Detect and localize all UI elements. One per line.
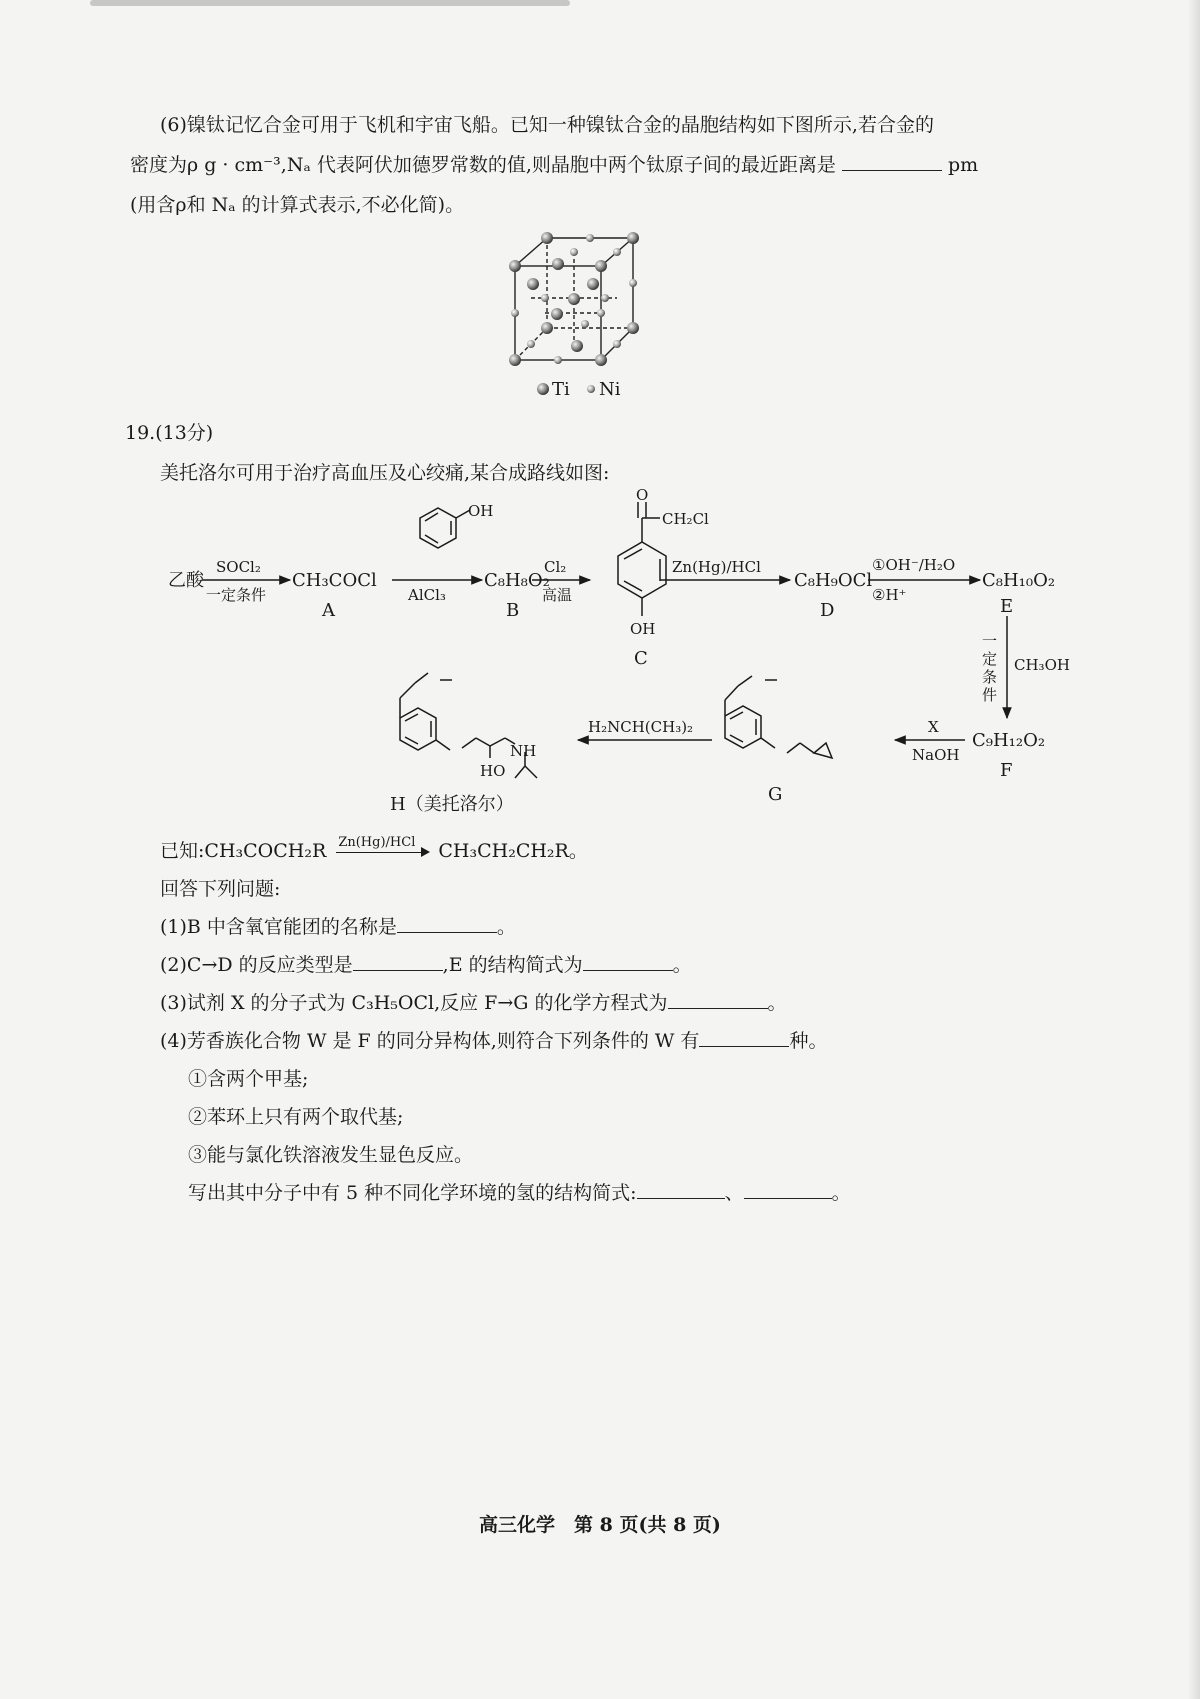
svg-text:定: 定: [982, 650, 998, 668]
condition-1-text: ①含两个甲基;: [188, 1068, 309, 1090]
question-2: [160, 952, 692, 978]
reagent-alcl3: AlCl₃: [408, 586, 446, 604]
question-3-end: 。: [767, 992, 787, 1014]
reagent-isopropylamine: H₂NCH(CH₃)₂: [588, 718, 694, 736]
answer-blank-q2a[interactable]: [353, 952, 443, 971]
compound-f-label: F: [1000, 760, 1013, 781]
unit-pm: pm: [947, 154, 979, 176]
compound-g-structure: [725, 676, 832, 758]
write-structures-end: 。: [831, 1182, 851, 1204]
reagent-zn-hg-hcl: Zn(Hg)/HCl: [672, 558, 761, 576]
compound-b-label: B: [506, 600, 520, 621]
reagent-naoh: NaOH: [912, 746, 960, 764]
synthesis-scheme: [0, 488, 1200, 818]
phenol-structure: [420, 508, 470, 548]
reagent-x: X: [928, 718, 939, 736]
compound-e-label: E: [1000, 596, 1014, 617]
write-structures: [188, 1180, 851, 1206]
answer-blank-distance[interactable]: [842, 152, 942, 171]
legend-ni-swatch: [587, 385, 595, 393]
compound-c-oh: OH: [630, 620, 656, 638]
question-3: [160, 990, 787, 1016]
condition-1: 一定条件: [206, 586, 267, 604]
reagent-cl2: Cl₂: [544, 558, 567, 576]
q18-part6-line2: [130, 152, 978, 178]
crystal-cell-figure: [505, 228, 665, 408]
known-arrow: [332, 835, 432, 864]
question-3-text: (3)试剂 X 的分子式为 C₃H₅OCl,反应 F→G 的化学方程式为: [160, 992, 668, 1014]
svg-text:条: 条: [982, 668, 998, 686]
q18-part6-line3: (用含ρ和 Nₐ 的计算式表示,不必化简)。: [130, 194, 465, 216]
write-separator: 、: [724, 1182, 744, 1204]
compound-c-carbonyl-o: O: [636, 488, 649, 504]
compound-c-ch2cl: CH₂Cl: [662, 510, 709, 528]
condition-high-temp: 高温: [542, 586, 573, 604]
reagent-oh-water: ①OH⁻/H₂O: [872, 556, 956, 574]
question-1: [160, 914, 516, 940]
legend-ti-label: Ti: [552, 379, 570, 400]
compound-h-label: H（美托洛尔）: [390, 794, 514, 815]
known-reagent: Zn(Hg)/HCl: [338, 835, 416, 850]
page-footer: 高三化学 第 8 页(共 8 页): [479, 1514, 721, 1536]
known-product: CH₃CH₂CH₂R。: [438, 840, 588, 862]
q18-part6-line2-text: 密度为ρ g · cm⁻³,Nₐ 代表阿伏加德罗常数的值,则晶胞中两个钛原子间的最近距离是: [130, 154, 836, 176]
legend-ti-swatch: [537, 383, 549, 395]
question-2-end: 。: [672, 954, 692, 976]
compound-g-label: G: [768, 784, 783, 805]
answer-blank-q4[interactable]: [699, 1028, 789, 1047]
question-1-text: (1)B 中含氧官能团的名称是: [160, 916, 397, 938]
question-2-mid: ,E 的结构简式为: [442, 954, 583, 976]
answer-blank-structure-2[interactable]: [744, 1180, 832, 1199]
q19-intro: 美托洛尔可用于治疗高血压及心绞痛,某合成路线如图:: [160, 462, 610, 484]
compound-e-formula: C₈H₁₀O₂: [982, 570, 1056, 591]
scan-edge-top: [90, 0, 570, 6]
start-acetic-acid: 乙酸: [168, 570, 204, 591]
answer-blank-structure-1[interactable]: [637, 1180, 725, 1199]
legend-ni-label: Ni: [599, 379, 621, 400]
reagent-socl2: SOCl₂: [216, 558, 261, 576]
question-2-text: (2)C→D 的反应类型是: [160, 954, 353, 976]
compound-c-structure: [618, 502, 666, 616]
compound-a-label: A: [322, 600, 335, 621]
answer-intro: 回答下列问题:: [160, 878, 281, 900]
question-1-end: 。: [496, 916, 516, 938]
compound-f-formula: C₉H₁₂O₂: [972, 730, 1046, 751]
question-4: [160, 1028, 827, 1054]
condition-3-text: ③能与氯化铁溶液发生显色反应。: [188, 1144, 474, 1166]
compound-d-formula: C₈H₉OCl: [794, 570, 873, 591]
answer-blank-q1[interactable]: [397, 914, 497, 933]
compound-c-label: C: [634, 648, 648, 669]
phenol-oh: OH: [468, 502, 494, 520]
compound-b-formula: C₈H₈O₂: [484, 570, 550, 591]
answer-blank-q3[interactable]: [668, 990, 768, 1009]
question-4-text: (4)芳香族化合物 W 是 F 的同分异构体,则符合下列条件的 W 有: [160, 1030, 700, 1052]
condition-vertical: [982, 632, 997, 704]
q18-part6-line1: (6)镍钛记忆合金可用于飞机和宇宙飞船。已知一种镍钛合金的晶胞结构如下图所示,若合金的: [160, 114, 934, 136]
compound-h-nh: NH: [510, 742, 537, 760]
svg-text:一: 一: [982, 632, 998, 650]
q19-header: 19.(13分): [125, 422, 214, 444]
compound-h-ho: HO: [480, 762, 506, 780]
condition-2-text: ②苯环上只有两个取代基;: [188, 1106, 404, 1128]
compound-h-structure: [400, 673, 537, 778]
reagent-ch3oh: CH₃OH: [1014, 656, 1070, 674]
compound-d-label: D: [820, 600, 835, 621]
answer-blank-q2b[interactable]: [583, 952, 673, 971]
compound-a-formula: CH₃COCl: [292, 570, 377, 591]
question-4-end: 种。: [789, 1030, 828, 1052]
scan-edge-right: [1188, 0, 1200, 1699]
reagent-h-plus: ②H⁺: [872, 586, 907, 604]
known-reaction: [160, 835, 588, 864]
write-structures-text: 写出其中分子中有 5 种不同化学环境的氢的结构简式:: [188, 1182, 637, 1204]
svg-text:件: 件: [982, 686, 998, 704]
known-reactant: 已知:CH₃COCH₂R: [160, 840, 327, 862]
